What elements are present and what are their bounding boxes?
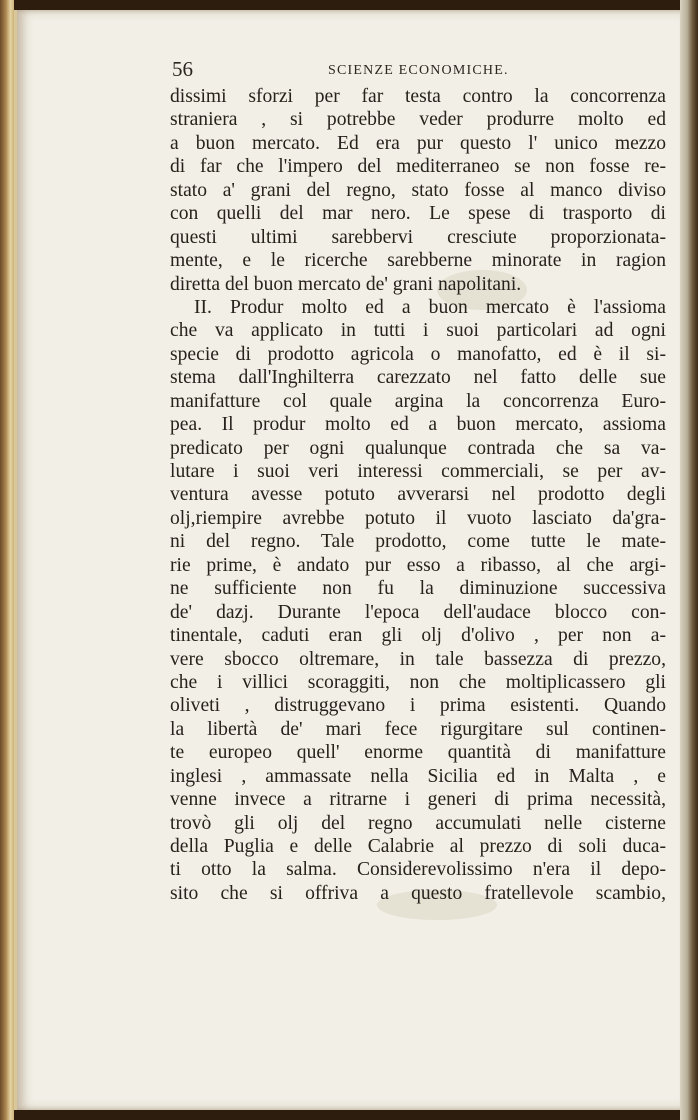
text-line: manifatture col quale argina la concorrenza Euro- (170, 390, 666, 412)
paragraph-start-line: II. Produr molto ed a buon mercato è l'assioma (194, 296, 666, 318)
text-line: ni del regno. Tale prodotto, come tutte le mate- (170, 531, 666, 553)
text-line: diretta del buon mercato de' grani napolitani. (170, 273, 522, 295)
text-line: ne sufficiente non fu la diminuzione successiva (170, 578, 666, 600)
text-line: della Puglia e delle Calabrie al prezzo di soli duca- (170, 836, 666, 857)
text-line: oliveti , distruggevano i prima esistenti. Quando (170, 695, 666, 717)
text-line: con quelli del mar nero. Le spese di trasporto di (170, 203, 666, 225)
text-line: tinentale, caduti eran gli olj d'olivo , per non a- (170, 625, 666, 647)
page-number: 56 (172, 57, 193, 81)
text-line: predicato per ogni qualunque contrada che sa va- (170, 437, 666, 459)
text-line: che va applicato in tutti i suoi particolari ad ogni (170, 320, 666, 342)
text-line: di far che l'impero del mediterraneo se non fosse re- (170, 156, 666, 178)
text-line: trovò gli olj del regno accumulati nelle cisterne (170, 812, 666, 834)
book-spine-edge (0, 0, 14, 1120)
text-line: la libertà de' mari fece rigurgitare sul continen- (170, 718, 666, 740)
text-line: venne invece a ritrarne i generi di prima necessità, (170, 789, 666, 811)
text-line: de' dazj. Durante l'epoca dell'audace blocco con- (170, 601, 666, 623)
text-line: questi ultimi sarebbervi cresciute proporzionata- (170, 226, 666, 248)
text-line: pea. Il produr molto ed a buon mercato, assioma (170, 414, 666, 436)
text-line: inglesi , ammassate nella Sicilia ed in Malta , e (170, 765, 666, 787)
text-line: specie di prodotto agricola o manofatto, ed è il si- (170, 343, 666, 365)
text-line: a buon mercato. Ed era pur questo l' unico mezzo (170, 132, 666, 154)
page-header (172, 57, 642, 83)
body-text (170, 85, 666, 905)
text-line: stato a' grani del regno, stato fosse al manco diviso (170, 179, 666, 201)
text-line: dissimi sforzi per far testa contro la concorrenza (170, 86, 666, 107)
text-line: sito che si offriva a questo fratellevole scambio, (170, 882, 666, 904)
running-head: SCIENZE ECONOMICHE. (328, 63, 509, 78)
page-edge-stack (680, 0, 698, 1120)
text-line: rie prime, è andato pur esso a ribasso, al che argi- (170, 554, 666, 576)
text-line: lutare i suoi veri interessi commerciali, se per av- (170, 461, 666, 482)
text-line: stema dall'Inghilterra carezzato nel fatto delle sue (170, 367, 666, 389)
text-line: te europeo quell' enorme quantità di manifatture (170, 742, 666, 764)
text-line: olj,riempire avrebbe potuto il vuoto lasciato da'gra- (170, 507, 666, 529)
text-line: ventura avesse potuto avverarsi nel prodotto degli (170, 484, 666, 506)
text-line: ti otto la salma. Considerevolissimo n'era il depo- (170, 859, 666, 881)
text-line: vere sbocco oltremare, in tale bassezza di prezzo, (170, 648, 666, 670)
text-line: che i villici scoraggiti, non che moltiplicassero gli (170, 671, 666, 693)
text-line: straniera , si potrebbe veder produrre molto ed (170, 109, 666, 131)
text-line: mente, e le ricerche sarebberne minorate in ragion (170, 250, 666, 272)
